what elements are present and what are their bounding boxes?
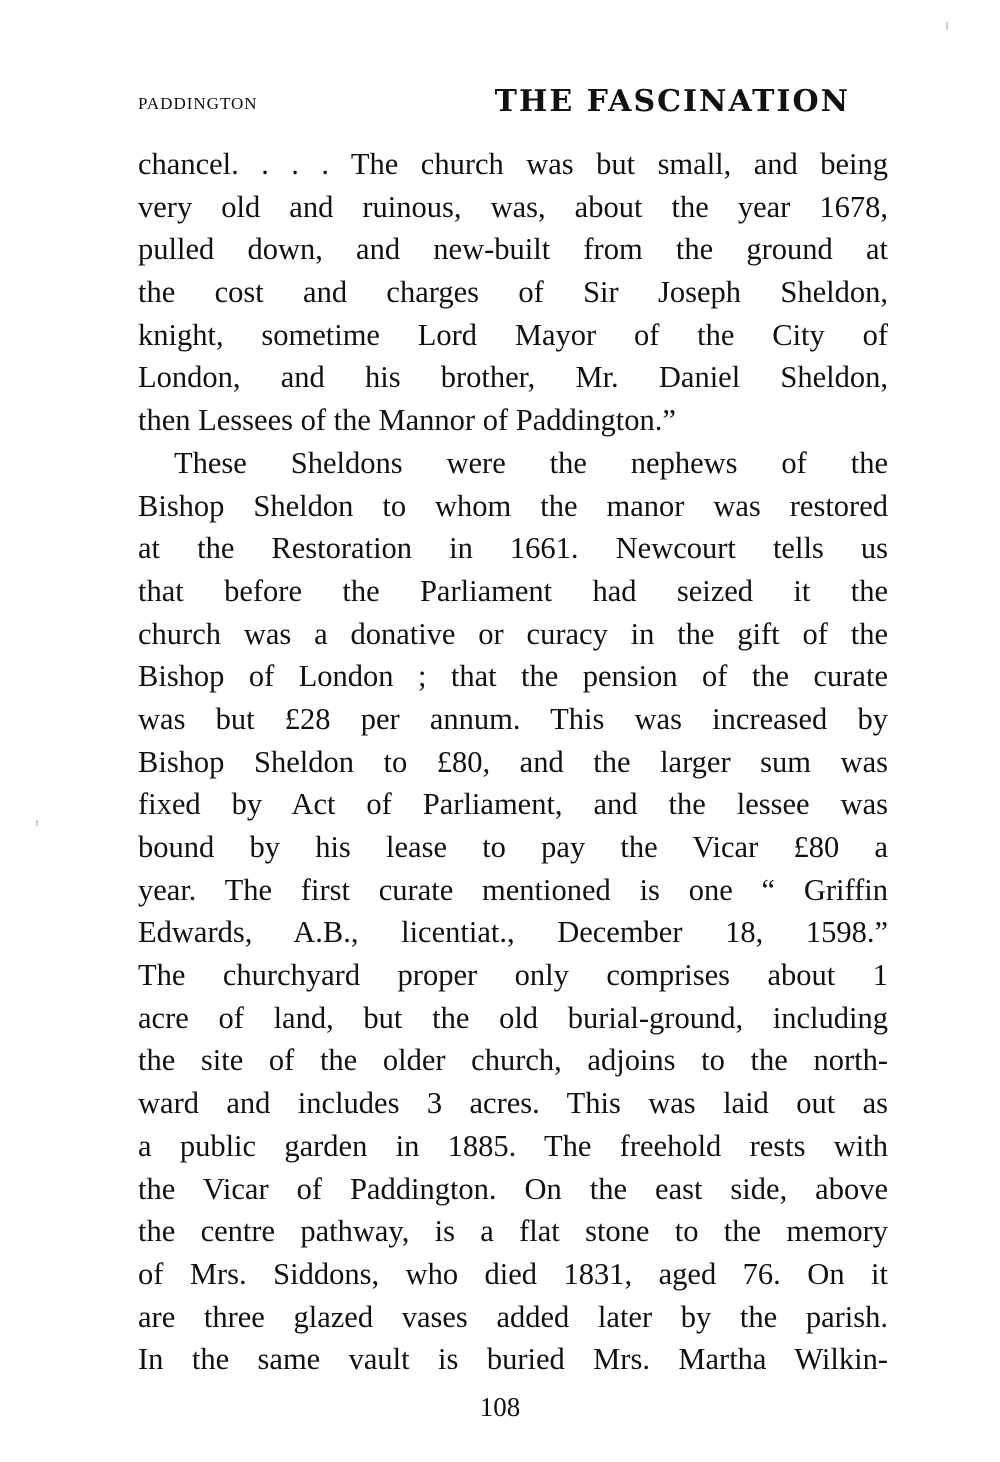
running-head-title: THE FASCINATION (494, 84, 850, 119)
text-line: ward and includes 3 acres. This was laid out as (138, 1086, 888, 1121)
text-line: the Vicar of Paddington. On the east side, above (138, 1171, 888, 1206)
text-line: year. The first curate mentioned is one “ Griffin (138, 872, 888, 907)
text-line: Bishop Sheldon to £80, and the larger sum was (138, 744, 888, 779)
running-head-location: PADDINGTON (138, 94, 258, 113)
text-line: pulled down, and new-built from the ground at (138, 232, 888, 267)
text-line: a public garden in 1885. The freehold rests with (138, 1128, 888, 1163)
text-line: that before the Parliament had seized it the (138, 573, 888, 608)
text-line: was but £28 per annum. This was increased by (138, 701, 888, 736)
text-line: the centre pathway, is a flat stone to the memory (138, 1214, 888, 1249)
text-line: Bishop Sheldon to whom the manor was restored (138, 488, 888, 523)
text-line: the site of the older church, adjoins to the north- (138, 1043, 888, 1078)
text-line: fixed by Act of Parliament, and the lessee was (138, 787, 888, 822)
text-line: the cost and charges of Sir Joseph Sheldon, (138, 275, 888, 310)
text-line: acre of land, but the old burial-ground, including (138, 1000, 888, 1035)
text-line: knight, sometime Lord Mayor of the City of (138, 317, 888, 352)
scan-margin-mark (946, 22, 948, 30)
text-line: bound by his lease to pay the Vicar £80 a (138, 830, 888, 864)
page-number: 108 (479, 1392, 521, 1422)
body-text (138, 143, 888, 1381)
text-line: In the same vault is buried Mrs. Martha Wilkin- (138, 1342, 888, 1377)
text-line-paragraph-start: These Sheldons were the nephews of the (174, 445, 888, 480)
text-line: church was a donative or curacy in the gift of the (138, 616, 888, 651)
text-line: chancel. . . . The church was but small, and being (138, 147, 888, 181)
text-line: then Lessees of the Mannor of Paddington.” (138, 403, 676, 438)
running-head (138, 84, 850, 124)
text-line: London, and his brother, Mr. Daniel Sheldon, (138, 360, 888, 395)
text-line: very old and ruinous, was, about the year 1678, (138, 189, 888, 224)
text-line: at the Restoration in 1661. Newcourt tells us (138, 531, 888, 566)
scan-margin-mark (36, 820, 38, 826)
text-line: are three glazed vases added later by the parish. (138, 1299, 888, 1334)
text-line: Bishop of London ; that the pension of the curate (138, 659, 888, 694)
text-line: The churchyard proper only comprises about 1 (138, 958, 888, 993)
text-line: of Mrs. Siddons, who died 1831, aged 76. On it (138, 1256, 888, 1291)
text-line: Edwards, A.B., licentiat., December 18, 1598.” (138, 915, 888, 950)
